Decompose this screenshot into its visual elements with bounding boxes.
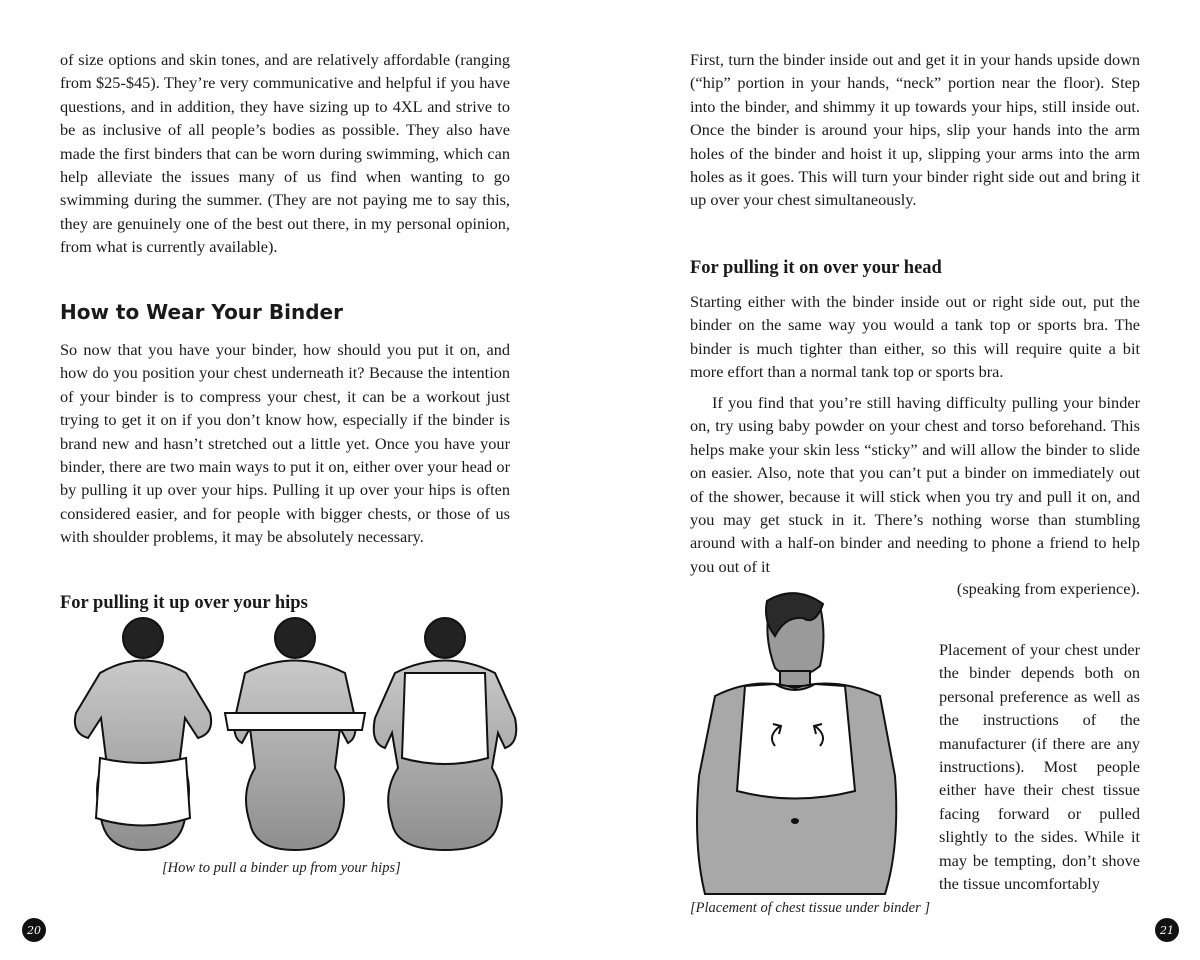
section-heading: How to Wear Your Binder xyxy=(60,300,343,324)
head-paragraph: Starting either with the binder inside out or right side out, put the binder on the same way you would a tank top or sports bra. The binder is much tighter than either, so this will require quite a bit more effort than a normal tank top or sports bra. xyxy=(690,292,1140,382)
chest-caption: [Placement of chest tissue under binder ] xyxy=(690,900,931,916)
subheading-head: For pulling it on over your head xyxy=(690,258,942,278)
hips-illustration xyxy=(60,618,530,858)
chest-illustration xyxy=(695,596,915,896)
hips-paragraph: First, turn the binder inside out and get it in your hands upside down (“hip” portion in your hands, “neck” portion near the floor). Step into the binder, and shimmy it up towards your hips, still inside out. Once the binder is around your hips, slip your hands into the arm holes of the binder and hoist it up, slipping your arms into the arm holes as it goes. This will turn your binder right side out and bring it up over your chest simultaneously. xyxy=(690,50,1140,210)
figure-three xyxy=(374,618,517,850)
main-paragraph: So now that you have your binder, how should you put it on, and how do you position your chest underneath it? Because the intention of your binder is to compress your chest, it can be a workout just trying to get it on if you don’t know how, especially if the binder is brand new and hasn’t stretched out a little yet. Once you have your binder, there are two main ways to put it on, either over your head or by pulling it up over your hips. Pulling it up over your hips is often considered easier, and for people with bigger chests, or those of us with shoulder problems, it may be absolutely necessary. xyxy=(60,340,510,547)
right-page xyxy=(600,0,1200,960)
placement-paragraph: Placement of your chest under the binder depends both on personal preference as well as the instructions of the manufacturer (if there are any instructions). Most people either have their chest tissue facing forward or pulled slightly to the sides. While it may be tempting, don’t shove the tissue uncomfortably xyxy=(939,640,1140,894)
figure-one xyxy=(75,618,211,850)
figure-two xyxy=(225,618,365,850)
powder-paragraph: If you find that you’re still having difficulty pulling your binder on, try using baby powder on your chest and torso beforehand. This helps make your skin less “sticky” and will allow the binder to slide on easier. Also, note that you can’t put a binder on immediately out of the shower, because it will stick when you try and pull it on, and you may get stuck in it. There’s nothing worse than stumbling around with a half-on binder and needing to phone a friend to help you out of it xyxy=(690,393,1140,576)
page-number-left: 20 xyxy=(22,918,46,942)
page-number-right: 21 xyxy=(1155,918,1179,942)
hips-caption: [How to pull a binder up from your hips] xyxy=(162,860,401,876)
intro-paragraph: of size options and skin tones, and are relatively affordable (ranging from $25-$45). They’re very communicative and helpful if you have questions, and in addition, they have sizing up to 4XL and strive to be as inclusive of all people’s bodies as possible. They also have made the first binders that can be worn during swimming, which can help alleviate the issues many of us find when wanting to go swimming during the summer. (They are not paying me to say this, they are genuinely one of the best out there, in my personal opinion, from what is currently available). xyxy=(60,50,510,257)
subheading-hips: For pulling it up over your hips xyxy=(60,593,308,613)
powder-paragraph-end: (speaking from experience). xyxy=(956,579,1140,598)
